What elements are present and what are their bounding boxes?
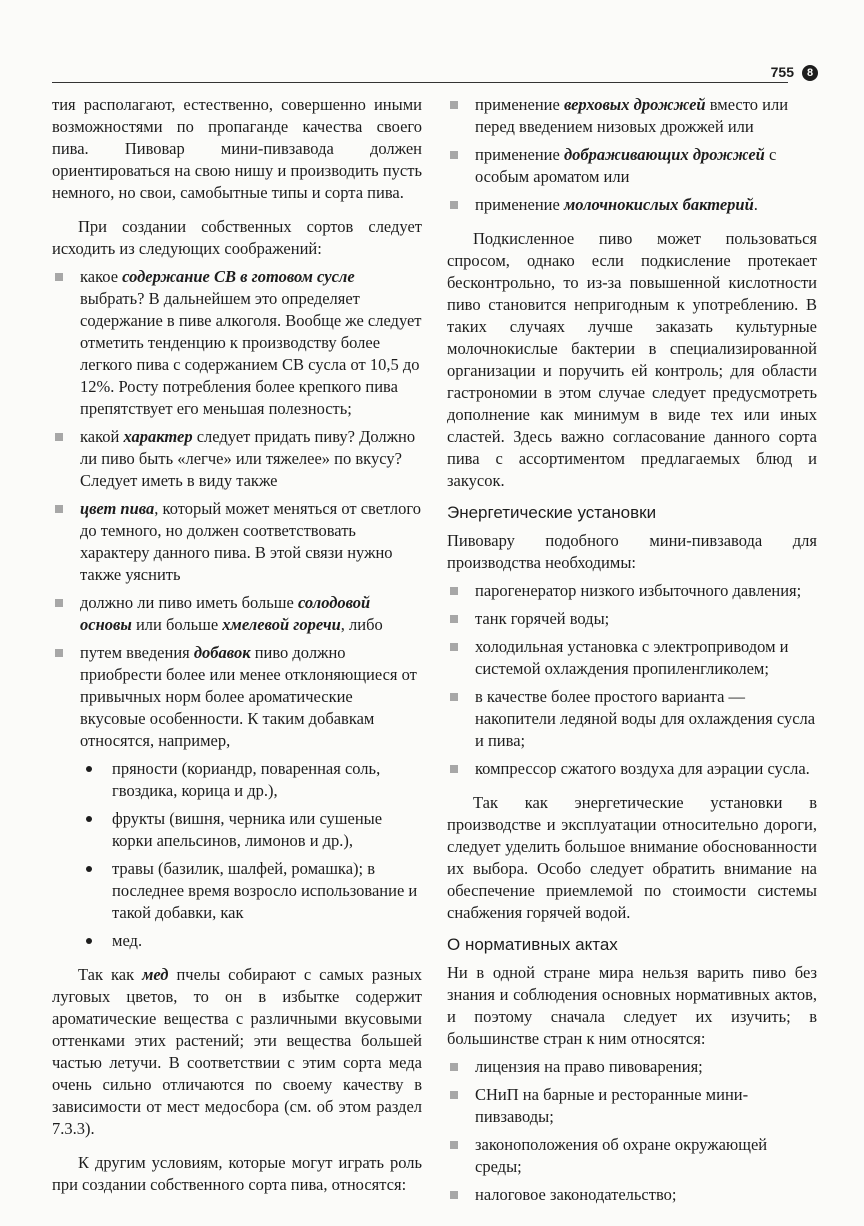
additives-list	[80, 758, 422, 952]
key-term: молочнокислых бактерий	[563, 195, 754, 214]
list-item: холодильная установка с электроприводом и системой охлаждения пропиленгликолем;	[447, 636, 817, 680]
list-item: СНиП на барные и ресторанные мини-пивзаводы;	[447, 1084, 817, 1128]
paragraph: тия располагают, естественно, совершенно иными возможностями по пропаганде качества своего пива. Пивовар мини-пивзавода должен ориентироваться на свою нишу и производить пусть немного, но свои, самобытные типы и сорта пива.	[52, 95, 422, 202]
list-item: пряности (кориандр, поваренная соль, гвоздика, корица и др.),	[80, 758, 422, 802]
equipment-list	[447, 580, 817, 780]
header-rule	[52, 82, 788, 83]
chapter-mark-icon: 8	[802, 65, 818, 81]
list-item: травы (базилик, шалфей, ромашка); в последнее время возросло использование и такой добавки, как	[80, 858, 422, 924]
considerations-list	[52, 266, 422, 952]
paragraph: Подкисленное пиво может пользоваться спросом, однако если подкисление протекает бесконтрольно, то из-за повышенной кислотности пиво становится непригодным к употреблению. В таких случаях лучше заказать культурные молочнокислые бактерии в специализированной организации и поручить ей контроль; для области гастрономии в этом случае следует предусмотреть дополнение как минимум в виде тех или иных сластей. Здесь важно согласование данного сорта пива с ассортиментом предлагаемых блюд и закусок.	[447, 229, 817, 490]
left-column	[52, 94, 422, 1196]
list-item: должно ли пиво иметь больше солодовой основы или больше хмелевой горечи, либо	[52, 592, 422, 636]
paragraph: Так как энергетические установки в производстве и эксплуатации относительно дороги, следует уделить большое внимание обоснованности их выбора. Особо следует обратить внимание на обеспечение приемлемой по стоимости системы снабжения горячей водой.	[447, 793, 817, 922]
list-item: применение дображивающих дрожжей с особым ароматом или	[447, 144, 817, 188]
key-term: цвет пива	[80, 499, 155, 518]
list-item: законоположения об охране окружающей среды;	[447, 1134, 817, 1178]
list-item: компрессор сжатого воздуха для аэрации сусла.	[447, 758, 817, 780]
list-item: налоговое законодательство;	[447, 1184, 817, 1206]
paragraph: К другим условиям, которые могут играть роль при создании собственного сорта пива, относятся:	[52, 1153, 422, 1194]
page-header	[52, 66, 822, 86]
key-term: верховых дрожжей	[563, 95, 706, 114]
list-item: применение молочнокислых бактерий.	[447, 194, 817, 216]
list-item: лицензия на право пивоварения;	[447, 1056, 817, 1078]
page-number: 755	[770, 64, 794, 80]
key-term: дображивающих дрожжей	[563, 145, 765, 164]
list-item: путем введения добавок пиво должно приобрести более или менее отклоняющиеся от привычных норм более ароматические вкусовые особенности. К таким добавкам относятся, например, пряности (кориандр, поваренная соль, гвоздика, корица и др.), фрукты (вишня, черника или сушеные корки апельсинов, лимонов и др.), травы (базилик, шалфей, ромашка); в последнее время возросло использование и такой добавки, как мед.	[52, 642, 422, 952]
list-item: танк горячей воды;	[447, 608, 817, 630]
paragraph: При создании собственных сортов следует исходить из следующих соображений:	[52, 217, 422, 258]
key-term: хмелевой горечи	[222, 615, 341, 634]
key-term: содержание СВ в готовом сусле	[122, 267, 355, 286]
list-item: какой характер следует придать пиву? Должно ли пиво быть «легче» или тяжелее» по вкусу? Следует иметь в виду также	[52, 426, 422, 492]
key-term: солодовой основы	[80, 593, 371, 634]
list-item: цвет пива, который может меняться от светлого до темного, но должен соответствовать характеру данного пива. В этой связи нужно также уяснить	[52, 498, 422, 586]
paragraph: Ни в одной стране мира нельзя варить пиво без знания и соблюдения основных нормативных актов, и поэтому сначала следует их изучить; в большинстве стран к ним относятся:	[447, 963, 817, 1048]
paragraph: Пивовару подобного мини-пивзавода для производства необходимы:	[447, 531, 817, 572]
paragraph: Так как мед пчелы собирают с самых разных луговых цветов, то он в избытке содержит ароматические вещества с различными вкусовыми оттенками этих растений; эти вещества большей частью летучи. В соответствии с этим сорта меда очень сильно отличаются по своему качеству в зависимости от мест медосбора (см. об этом раздел 7.3.3).	[52, 965, 422, 1138]
list-item: какое содержание СВ в готовом сусле выбрать? В дальнейшем это определяет содержание в пиве алкоголя. Вообще же следует отметить тенденцию к производству более легкого пива с содержанием СВ сусла от 10,5 до 12%. Росту потребления более крепкого пива препятствует его меньшая полезность;	[52, 266, 422, 420]
key-term: характер	[123, 427, 193, 446]
section-heading: О нормативных актах	[447, 935, 618, 954]
right-column	[447, 94, 817, 1212]
key-term: мед	[142, 965, 169, 984]
regulations-list	[447, 1056, 817, 1206]
conditions-list	[447, 94, 817, 216]
list-item: в качестве более простого варианта — накопители ледяной воды для охлаждения сусла и пива;	[447, 686, 817, 752]
list-item: парогенератор низкого избыточного давления;	[447, 580, 817, 602]
section-heading: Энергетические установки	[447, 503, 657, 522]
key-term: добавок	[193, 643, 251, 662]
list-item: мед.	[80, 930, 422, 952]
list-item: фрукты (вишня, черника или сушеные корки апельсинов, лимонов и др.),	[80, 808, 422, 852]
list-item: применение верховых дрожжей вместо или перед введением низовых дрожжей или	[447, 94, 817, 138]
